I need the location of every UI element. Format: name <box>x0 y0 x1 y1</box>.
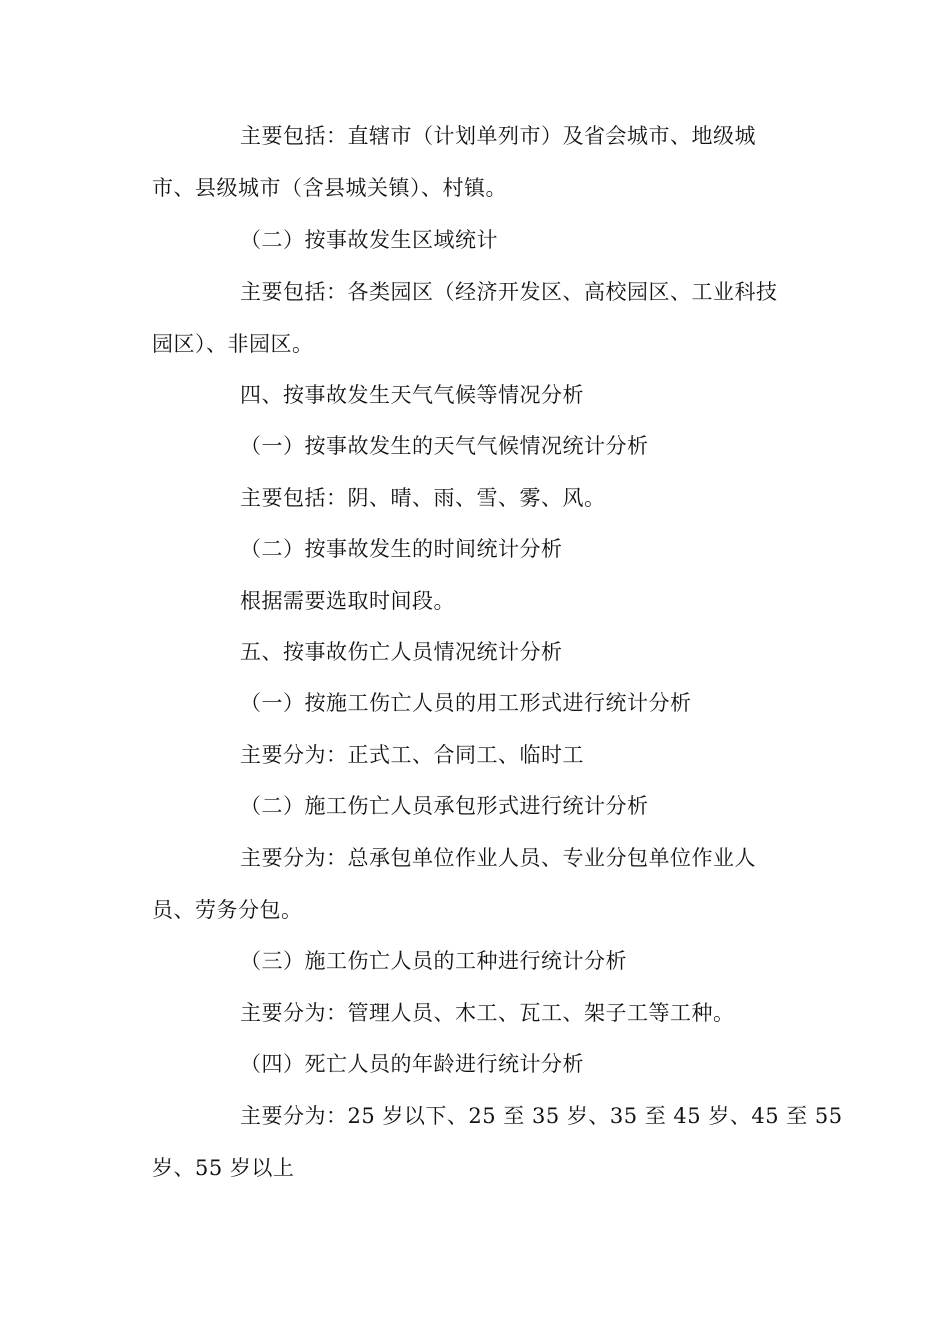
paragraph-line: 主要包括：各类园区（经济开发区、高校园区、工业科技 <box>240 280 778 304</box>
paragraph-line: 员、劳务分包。 <box>152 898 303 922</box>
paragraph-line: 主要包括：阴、晴、雨、雪、雾、风。 <box>240 486 606 510</box>
paragraph-line: 根据需要选取时间段。 <box>240 589 455 613</box>
paragraph-line: 主要分为：总承包单位作业人员、专业分包单位作业人 <box>240 846 756 870</box>
section-heading: （二）施工伤亡人员承包形式进行统计分析 <box>240 794 649 818</box>
section-heading: （三）施工伤亡人员的工种进行统计分析 <box>240 949 627 973</box>
paragraph-line: 岁、55 岁以上 <box>152 1156 295 1180</box>
paragraph-line: 主要分为：正式工、合同工、临时工 <box>240 743 584 767</box>
paragraph-line: 主要包括：直辖市（计划单列市）及省会城市、地级城 <box>240 124 756 148</box>
paragraph-line: 园区）、非园区。 <box>152 332 314 356</box>
section-heading: （二）按事故发生区域统计 <box>240 228 498 252</box>
section-heading: （一）按事故发生的天气气候情况统计分析 <box>240 434 649 458</box>
paragraph-line: 市、县级城市（含县城关镇）、村镇。 <box>152 176 507 200</box>
paragraph-line: 主要分为：管理人员、木工、瓦工、架子工等工种。 <box>240 1001 735 1025</box>
section-heading: （一）按施工伤亡人员的用工形式进行统计分析 <box>240 691 692 715</box>
section-heading: 四、按事故发生天气气候等情况分析 <box>240 383 584 407</box>
paragraph-line: 主要分为：25 岁以下、25 至 35 岁、35 至 45 岁、45 至 55 <box>240 1104 843 1128</box>
section-heading: （二）按事故发生的时间统计分析 <box>240 537 563 561</box>
section-heading: （四）死亡人员的年龄进行统计分析 <box>240 1052 584 1076</box>
section-heading: 五、按事故伤亡人员情况统计分析 <box>240 640 563 664</box>
